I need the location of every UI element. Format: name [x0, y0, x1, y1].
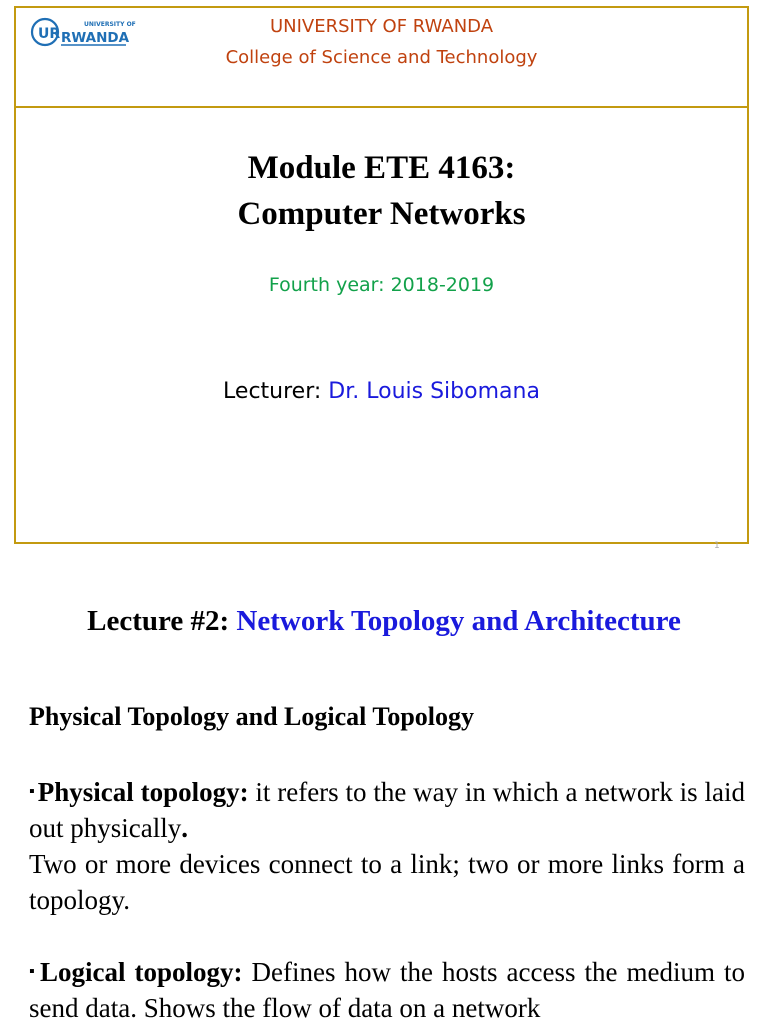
university-name: UNIVERSITY OF RWANDA	[269, 16, 494, 37]
definition-period: .	[181, 813, 188, 843]
lecture-heading	[0, 605, 768, 638]
logo-monogram: UR	[38, 26, 61, 42]
bullet-icon: ▪	[29, 783, 35, 800]
physical-topology-detail: Two or more devices connect to a link; two or more links form a topology.	[29, 849, 745, 915]
module-code-title: Module ETE 4163:	[247, 150, 516, 186]
bullet-icon: ▪	[29, 963, 37, 980]
physical-topology-paragraph	[29, 774, 745, 918]
logo-text-large: RWANDA	[61, 30, 130, 46]
lecturer-label: Lecturer:	[223, 379, 322, 404]
lecture-label: Lecture #2:	[87, 605, 230, 637]
title-slide	[14, 6, 749, 544]
academic-year: Fourth year: 2018-2019	[268, 274, 495, 296]
lecturer-name: Dr. Louis Sibomana	[328, 379, 540, 404]
logo-text-small: UNIVERSITY OF	[84, 21, 136, 28]
course-title: Computer Networks	[237, 196, 526, 232]
physical-topology-term: Physical topology:	[37, 777, 249, 807]
college-name: College of Science and Technology	[225, 47, 538, 68]
lecturer-line	[16, 379, 747, 404]
slide-number: 1	[714, 541, 720, 551]
logical-topology-term: Logical topology:	[39, 957, 243, 987]
physical-topology-definition: it refers to the way in which a network is laid out physically	[29, 777, 745, 843]
lecture-topic: Network Topology and Architecture	[236, 605, 681, 637]
section-heading: Physical Topology and Logical Topology	[29, 702, 475, 731]
slide-header	[16, 8, 747, 108]
logical-topology-paragraph	[29, 954, 745, 1026]
logical-topology-definition: Defines how the hosts access the medium to send data. Shows the flow of data on a network	[29, 957, 745, 1023]
